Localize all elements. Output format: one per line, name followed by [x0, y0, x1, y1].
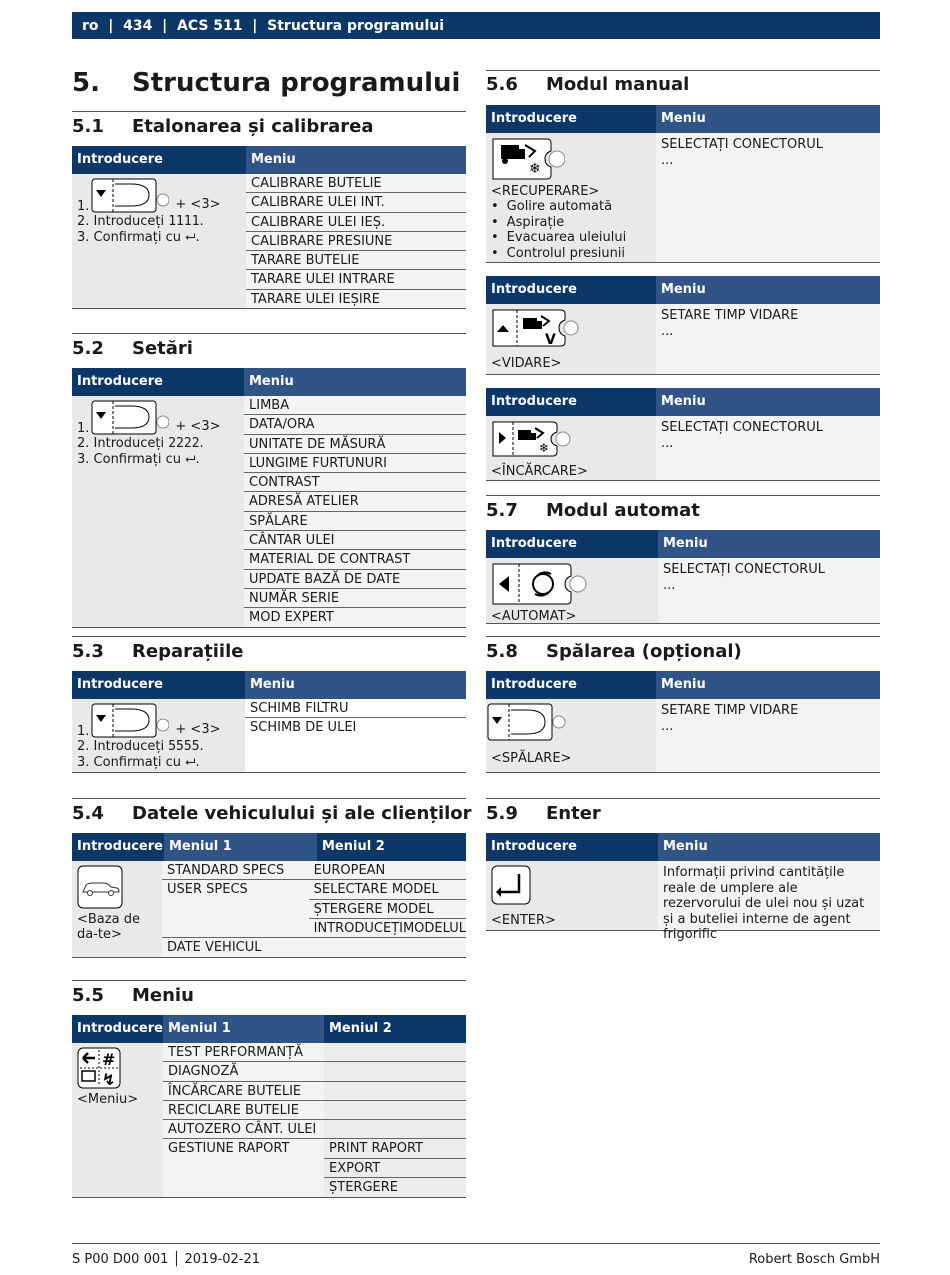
col-header: Meniul 2 [324, 1015, 466, 1043]
auto-mode-icon [491, 562, 587, 606]
section-5-8 [486, 636, 880, 773]
menu-list [244, 396, 466, 627]
section-5-5 [72, 980, 466, 1198]
menu-item: ȘTERGERE [329, 1180, 398, 1196]
chapter-title [72, 68, 460, 98]
enter-key-icon [491, 865, 531, 905]
step-number: 1. [77, 421, 90, 436]
section-number: 5.2 [72, 338, 104, 359]
connector-icon [91, 178, 169, 214]
table-5-9 [486, 833, 880, 942]
enter-key-icon: ⮠ [185, 451, 196, 467]
table-5-8 [486, 671, 880, 773]
col-header: Meniu [656, 105, 880, 133]
menu-item: NUMĂR SERIE [244, 589, 466, 608]
col-header: Meniu [246, 146, 466, 174]
col-header: Introducere [486, 276, 656, 304]
menu-item: UNITATE DE MĂSURĂ [244, 435, 466, 454]
menu-item: AUTOZERO CÂNT. ULEI [163, 1120, 324, 1139]
menu-item [324, 1082, 466, 1101]
step-confirm: 3. Confirmați cu [77, 754, 181, 770]
intro-cell: 1. + <3> 2. Introduceți 5555. 3. Confirmați cu ⮠. [72, 699, 245, 772]
intro-label: <ENTER> [491, 913, 556, 928]
section-number: 5.4 [72, 803, 104, 824]
intro-cell: 1. + <3> 2. Introduceți 2222. 3. Confirmați cu ⮠. [72, 396, 244, 627]
step-code: 2222 [168, 436, 200, 451]
section-5-9 [486, 798, 880, 942]
col-header: Meniul 2 [317, 833, 466, 861]
col-header: Introducere [72, 1015, 163, 1043]
col-header: Introducere [486, 105, 656, 133]
menu-item: GESTIUNE RAPORT [168, 1141, 290, 1157]
menu-item: EUROPEAN [309, 861, 466, 880]
menu-item: USER SPECS [167, 882, 248, 898]
col-header: Meniu [658, 833, 880, 861]
enter-key-icon: ⮠ [185, 229, 196, 245]
menu-text: SELECTAȚI CONECTORUL [661, 137, 824, 152]
menu-item [324, 1062, 466, 1081]
menu-item: RECICLARE BUTELIE [163, 1101, 324, 1120]
table-5-1 [72, 146, 466, 309]
menu-text: SELECTAȚI CONECTORUL [663, 562, 826, 577]
menu-list [245, 699, 466, 772]
enter-key-icon: ⮠ [185, 754, 196, 770]
svg-text:V: V [545, 332, 556, 348]
footer-date: 2019-02-21 [184, 1252, 261, 1267]
menu-item: SPĂLARE [244, 512, 466, 531]
step-enter: 2. Introduceți [77, 436, 165, 451]
bullet-list [491, 199, 651, 261]
col-header: Introducere [72, 368, 244, 396]
section-number: 5.6 [486, 74, 518, 95]
header-lang: ro [82, 17, 99, 34]
section-title: Modul automat [546, 500, 700, 521]
recovery-icon [491, 137, 565, 181]
col-header: Meniu [656, 671, 880, 699]
section-number: 5.7 [486, 500, 518, 521]
section-number: 5.3 [72, 641, 104, 662]
menu-text: SETARE TIMP VIDARE [661, 703, 799, 718]
menu-item: MATERIAL DE CONTRAST [244, 550, 466, 569]
intro-cell [486, 304, 656, 374]
intro-label: <Baza de da-te> [77, 912, 140, 942]
section-5-2 [72, 333, 466, 628]
menu-item: DIAGNOZĂ [163, 1062, 324, 1081]
page-footer: S P00 D00 001 │ 2019-02-21 Robert Bosch GmbH [72, 1243, 880, 1267]
section-5-1 [72, 111, 466, 309]
header-section: Structura programului [267, 17, 445, 34]
step-key: + <3> [175, 722, 221, 737]
svg-text:#: # [102, 1050, 116, 1069]
table-5-6-vidare [486, 276, 880, 375]
menu-item: DATA/ORA [244, 415, 466, 434]
menu-item: SELECTARE MODEL [309, 880, 466, 899]
footer-doc: S P00 D00 001 [72, 1252, 169, 1267]
intro-label: <AUTOMAT> [491, 609, 577, 624]
table-5-6-recuperare [486, 105, 880, 263]
menu-grid-icon [77, 1047, 121, 1089]
col-header: Meniu [656, 388, 880, 416]
col-header: Introducere [486, 671, 656, 699]
svg-text:❄: ❄ [529, 161, 541, 177]
car-database-icon [77, 865, 123, 909]
menu-item: STANDARD SPECS [162, 861, 309, 880]
connector-icon [91, 400, 169, 436]
step-enter: 2. Introduceți [77, 214, 165, 229]
menu-item [324, 1043, 466, 1062]
intro-cell [486, 416, 656, 480]
menu-item: CALIBRARE ULEI IEȘ. [246, 213, 466, 232]
section-5-6 [486, 70, 880, 481]
table-5-2 [72, 368, 466, 628]
menu-item: CALIBRARE ULEI INT. [246, 193, 466, 212]
menu-item: ADRESĂ ATELIER [244, 492, 466, 511]
menu-item: DATE VEHICUL [167, 940, 262, 956]
menu-ellipsis: ... [661, 435, 674, 451]
step-confirm: 3. Confirmați cu [77, 229, 181, 245]
intro-cell [486, 133, 656, 262]
menu-item [324, 1101, 466, 1120]
menu-item [162, 919, 309, 938]
menu-item: CONTRAST [244, 473, 466, 492]
flush-icon [487, 703, 567, 741]
vacuum-icon [491, 308, 579, 348]
menu-item: LUNGIME FURTUNURI [244, 454, 466, 473]
col-header: Meniu [658, 530, 880, 558]
chapter-title-text: Structura programului [132, 68, 461, 98]
chapter-number: 5. [72, 68, 100, 98]
section-title: Etalonarea și calibrarea [132, 116, 374, 137]
menu-item: TARARE ULEI INTRARE [246, 270, 466, 289]
step-code: 5555 [168, 739, 200, 754]
menu-item: MOD EXPERT [249, 610, 334, 626]
menu-item: ÎNCĂRCARE BUTELIE [163, 1082, 324, 1101]
section-title: Modul manual [546, 74, 690, 95]
section-5-7 [486, 495, 880, 624]
section-number: 5.8 [486, 641, 518, 662]
footer-company: Robert Bosch GmbH [748, 1252, 880, 1267]
section-title: Meniu [132, 985, 194, 1006]
col-header: Meniu [244, 368, 466, 396]
section-title: Setări [132, 338, 193, 359]
table-5-4 [72, 833, 466, 958]
menu-ellipsis: ... [661, 152, 674, 168]
intro-cell: 1. + <3> 2. Introduceți 1111. 3. Confirmați cu ⮠. [72, 174, 246, 308]
table-5-6-incarcare [486, 388, 880, 481]
step-key: + <3> [175, 197, 221, 212]
menu-ellipsis: ... [661, 323, 674, 339]
menu-item: SCHIMB DE ULEI [250, 720, 357, 736]
col-header: Meniul 1 [164, 833, 317, 861]
menu-item: TARARE ULEI IEȘIRE [251, 291, 380, 307]
col-header: Meniu [656, 276, 880, 304]
section-5-3 [72, 636, 466, 773]
menu-ellipsis: ... [661, 718, 674, 734]
intro-label: <ÎNCĂRCARE> [491, 464, 588, 479]
step-confirm: 3. Confirmați cu [77, 451, 181, 467]
col-header: Meniul 1 [163, 1015, 324, 1043]
step-number: 1. [77, 199, 90, 214]
table-5-5 [72, 1015, 466, 1198]
section-title: Spălarea (opțional) [546, 641, 742, 662]
step-number: 1. [77, 724, 90, 739]
section-title: Enter [546, 803, 601, 824]
section-number: 5.1 [72, 116, 104, 137]
menu-text: Informații privind cantitățile reale de umplere ale rezervorului de ulei nou și uzat și a buteliei interne de agent frigorific [663, 865, 865, 942]
menu-item: EXPORT [324, 1159, 466, 1178]
menu-item: SCHIMB FILTRU [245, 699, 466, 718]
intro-cell [486, 861, 658, 930]
step-enter: 2. Introduceți [77, 739, 165, 754]
menu1-list [162, 861, 309, 957]
menu-item: TEST PERFORMANȚĂ [163, 1043, 324, 1062]
col-header: Introducere [72, 833, 164, 861]
step-key: + <3> [175, 419, 221, 434]
bullet-item: • Controlul presiunii [491, 246, 651, 262]
menu-item [162, 900, 309, 919]
page-header: ro | 434 | ACS 511 | Structura programului [72, 12, 880, 39]
section-number: 5.5 [72, 985, 104, 1006]
intro-label: <Meniu> [77, 1092, 139, 1107]
section-title: Reparațiile [132, 641, 244, 662]
menu1-list [163, 1043, 324, 1197]
menu-item: ȘTERGERE MODEL [309, 900, 466, 919]
menu-item: TARARE BUTELIE [246, 251, 466, 270]
intro-label: <RECUPERARE> [491, 184, 600, 199]
col-header: Introducere [486, 530, 658, 558]
menu-text: SETARE TIMP VIDARE [661, 308, 799, 323]
menu-item [163, 1159, 324, 1178]
svg-text:↯: ↯ [102, 1070, 116, 1089]
menu-ellipsis: ... [663, 577, 676, 593]
menu-item: CALIBRARE PRESIUNE [246, 232, 466, 251]
col-header: Introducere [72, 671, 245, 699]
header-page: 434 [123, 17, 153, 34]
bullet-item: • Aspirație [491, 215, 651, 231]
svg-text:❄: ❄ [539, 441, 550, 455]
menu2-list [324, 1043, 466, 1197]
bullet-item: • Golire automată [491, 199, 651, 215]
charge-icon [491, 420, 571, 458]
intro-label: <SPĂLARE> [491, 751, 572, 766]
connector-icon [91, 703, 169, 739]
section-number: 5.9 [486, 803, 518, 824]
menu-item [163, 1178, 324, 1197]
section-title: Datele vehiculului și ale clienților [132, 803, 472, 824]
col-header: Meniu [245, 671, 466, 699]
col-header: Introducere [72, 146, 246, 174]
menu-text: SELECTAȚI CONECTORUL [661, 420, 824, 435]
col-header: Introducere [486, 833, 658, 861]
menu-item: CALIBRARE BUTELIE [246, 174, 466, 193]
header-product: ACS 511 [176, 17, 243, 34]
table-5-7 [486, 530, 880, 624]
table-5-3 [72, 671, 466, 773]
intro-cell [486, 699, 656, 772]
col-header: Introducere [486, 388, 656, 416]
menu-item: INTRODUCEȚIMODELUL [309, 919, 466, 938]
menu2-list [309, 861, 466, 957]
intro-cell [72, 1043, 163, 1197]
section-5-4 [72, 798, 472, 958]
menu-list [246, 174, 466, 308]
menu-item [309, 938, 466, 957]
menu-item: PRINT RAPORT [324, 1139, 466, 1158]
intro-label: <VIDARE> [491, 356, 562, 371]
intro-cell [486, 558, 658, 623]
menu-item [324, 1120, 466, 1139]
bullet-item: • Evacuarea uleiului [491, 230, 651, 246]
menu-item: CÂNTAR ULEI [244, 531, 466, 550]
intro-cell [72, 861, 162, 957]
menu-item: UPDATE BAZĂ DE DATE [244, 570, 466, 589]
step-code: 1111 [168, 214, 200, 229]
menu-item: LIMBA [244, 396, 466, 415]
